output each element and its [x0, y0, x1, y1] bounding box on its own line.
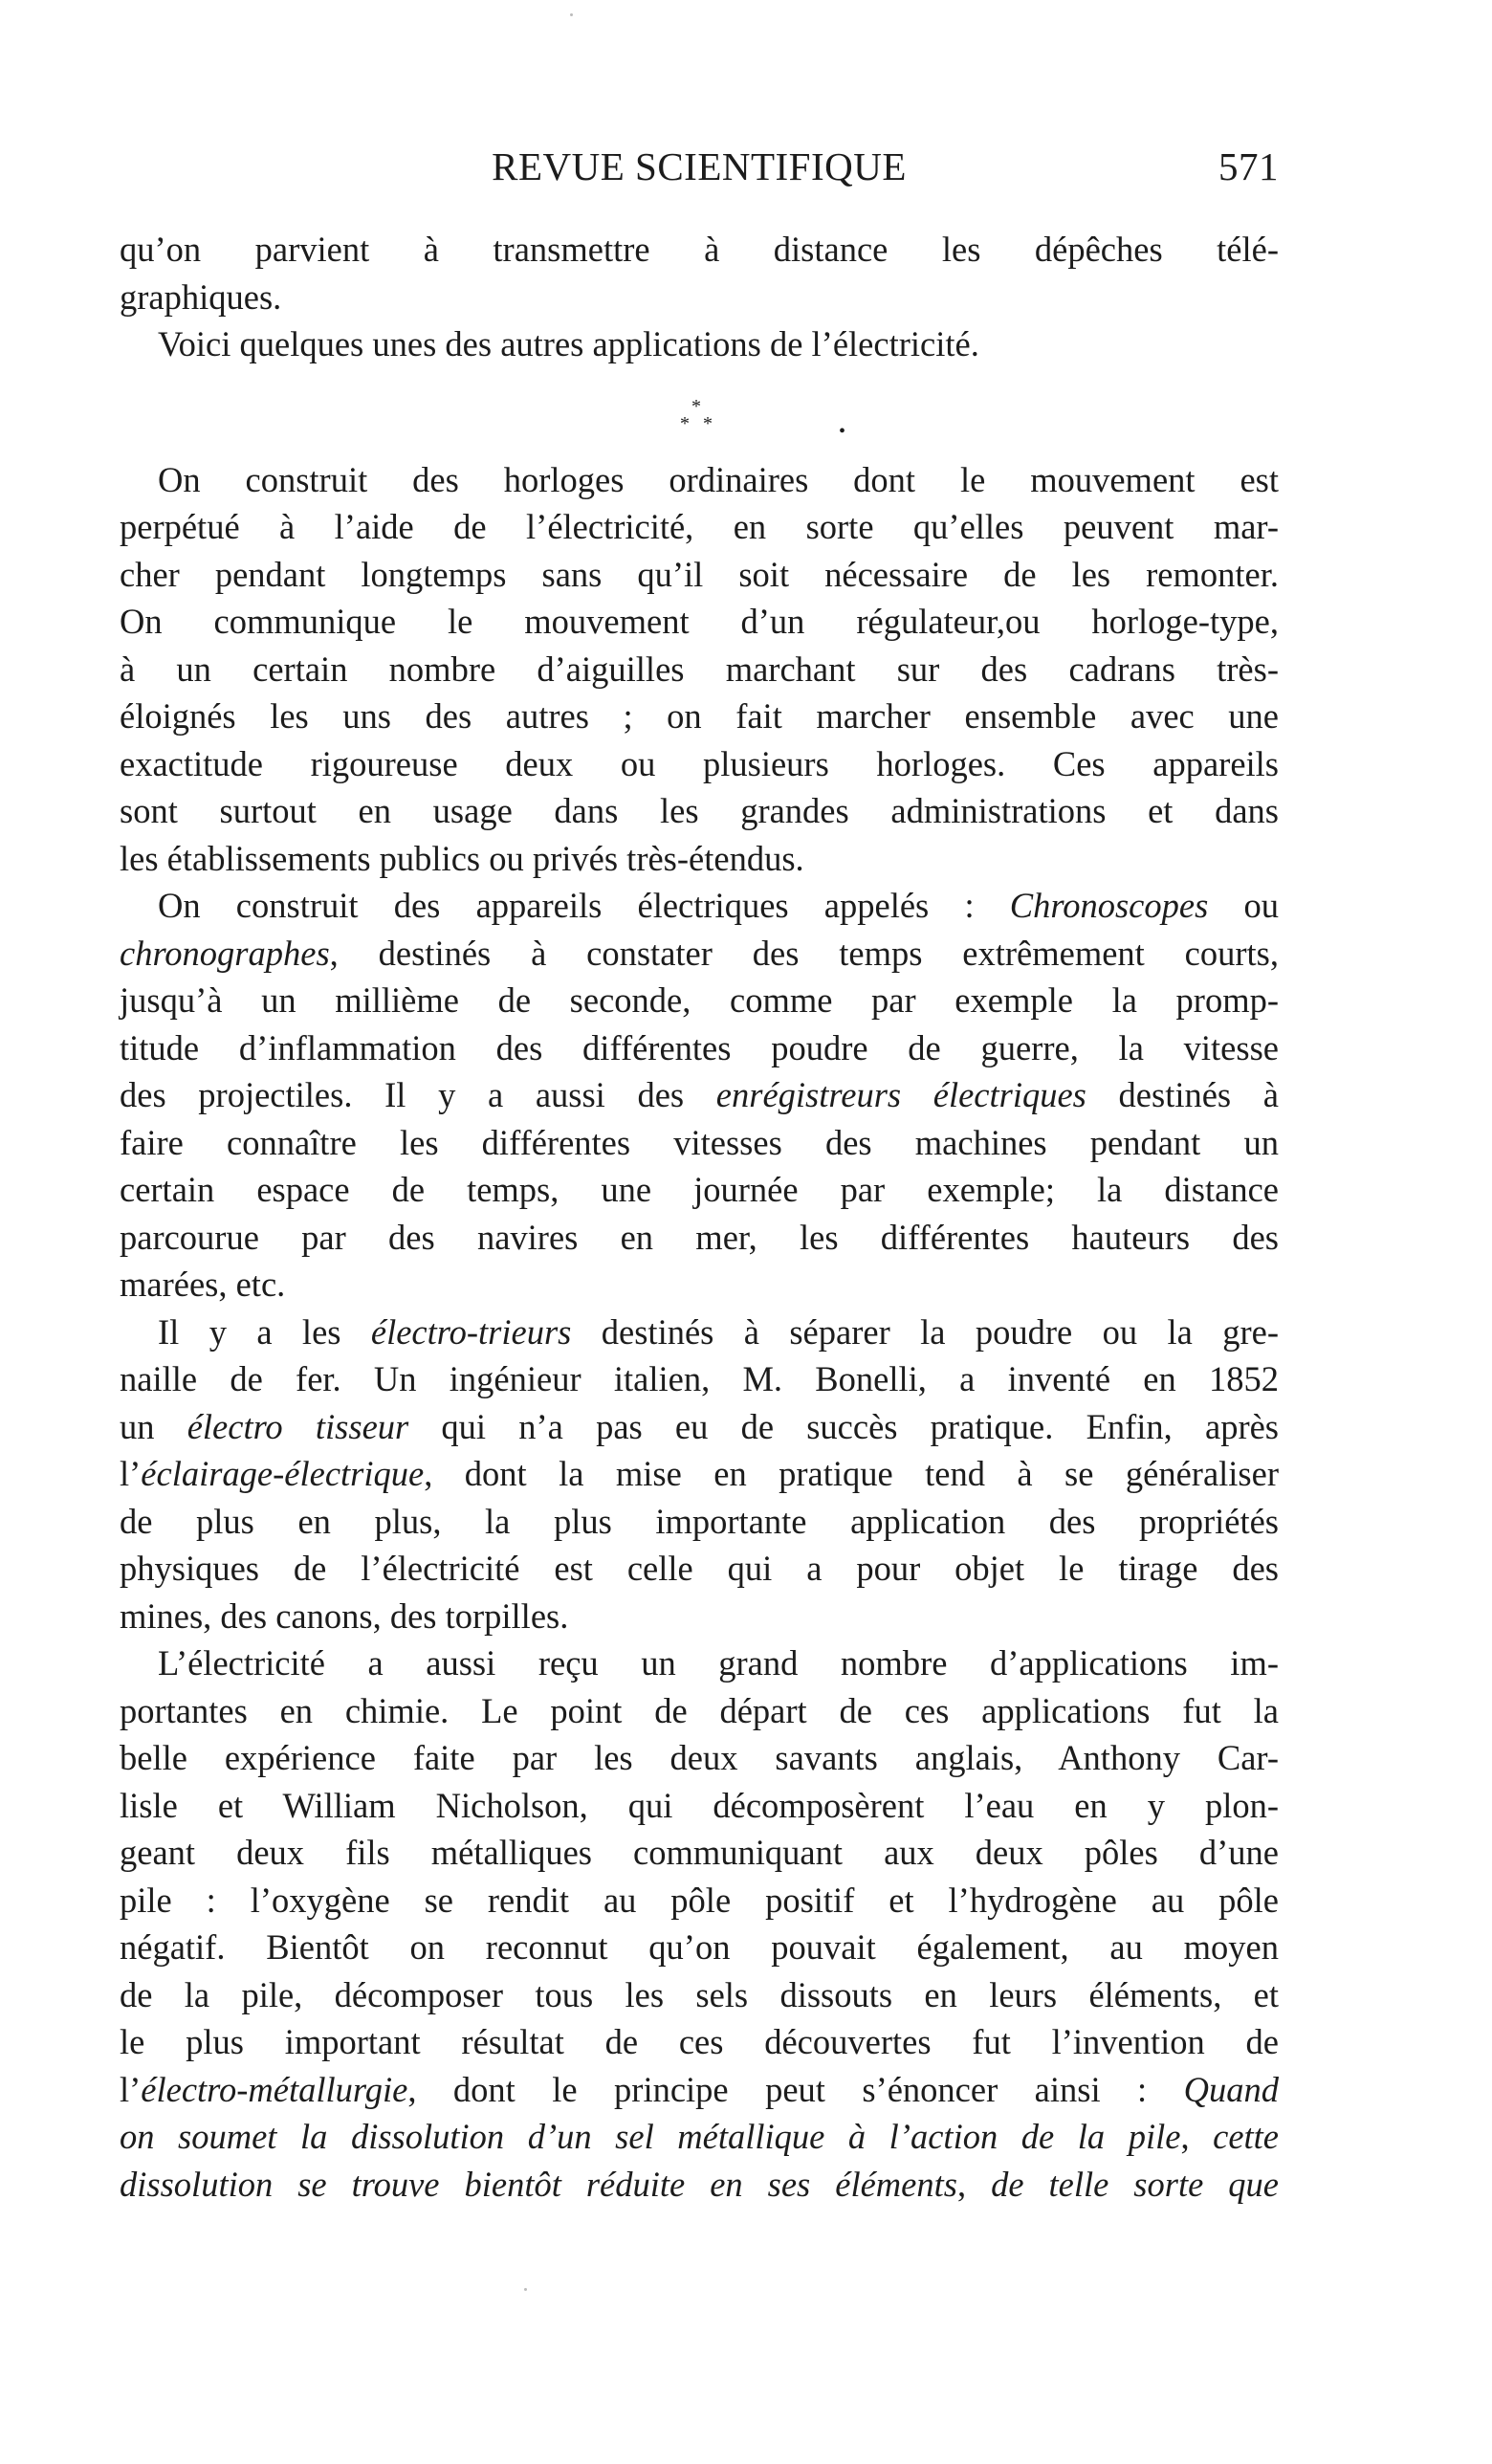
text-line: pile : l’oxygène se rendit au pôle positif et l’hydrogène au pôle [120, 1880, 1279, 1920]
text-line: geant deux fils métalliques communiquant aux deux pôles d’une [120, 1833, 1279, 1872]
text-line: Il y a les électro-trieurs destinés à séparer la poudre ou la gre- [158, 1311, 1279, 1352]
italic-term: Chronoscopes [1009, 886, 1209, 925]
text-line: les établissements publics ou privés très-étendus. [120, 838, 804, 878]
text-line: négatif. Bientôt on reconnut qu’on pouvait également, au moyen [120, 1927, 1279, 1967]
italic-term: électro-trieurs [370, 1311, 572, 1352]
running-title: REVUE SCIENTIFIQUE [492, 144, 907, 188]
text-line: éloignés les uns des autres ; on fait marcher ensemble avec une [120, 696, 1279, 736]
italic-term: éclairage-électrique [141, 1454, 425, 1493]
text-line: mines, des canons, des torpilles. [120, 1595, 569, 1636]
italic-term: chronographes [120, 933, 330, 973]
italic-phrase: Quand [1183, 2069, 1279, 2109]
text-line: jusqu’à un millième de seconde, comme par exemple la promp- [120, 980, 1279, 1020]
italic-phrase: on soumet la dissolution d’un sel métallique à l’action de la pile [120, 2117, 1181, 2156]
body-text [120, 226, 1279, 2208]
italic-term: électro-métallurgie [141, 2069, 408, 2109]
text-line: lisle et William Nicholson, qui décomposèrent l’eau en y plon- [120, 1785, 1279, 1825]
text-line: On construit des horloges ordinaires dont le mouvement est [158, 459, 1279, 499]
text-line: de la pile, décomposer tous les sels dissouts en leurs éléments, et [120, 1974, 1279, 2014]
text-line: On construit des appareils électriques appelés : Chronoscopes ou [158, 886, 1279, 925]
text-line: cher pendant longtemps sans qu’il soit nécessaire de les remonter. [120, 554, 1279, 594]
section-asterism [120, 368, 1279, 456]
asterism-dot: • [839, 420, 846, 442]
text-line: Voici quelques unes des autres applications de l’électricité. [158, 324, 979, 363]
text-line: faire connaître les différentes vitesses des machines pendant un [120, 1122, 1279, 1162]
text-line: à un certain nombre d’aiguilles marchant sur des cadrans très- [120, 649, 1279, 689]
text-line: physiques de l’électricité est celle qui a pour objet le tirage des [120, 1549, 1279, 1588]
italic-phrase: dissolution se trouve bientôt réduite en ses éléments [120, 2164, 957, 2204]
text-line: un électro tisseur qui n’a pas eu de succès pratique. Enfin, après [120, 1406, 1279, 1446]
text-line: marées, etc. [120, 1265, 286, 1304]
text-line: dissolution se trouve bientôt réduite en ses éléments, de telle sorte que [120, 2164, 1279, 2204]
text-line: chronographes, destinés à constater des temps extrêmement courts, [120, 933, 1279, 973]
text-line: naille de fer. Un ingénieur italien, M. Bonelli, a inventé en 1852 [120, 1359, 1279, 1398]
asterism-star-top: * [691, 395, 701, 417]
text-line: sont surtout en usage dans les grandes administrations et dans [120, 791, 1279, 830]
text-line: certain espace de temps, une journée par exemple; la distance [120, 1170, 1279, 1209]
bottom-speck [524, 2288, 527, 2291]
text-line: l’éclairage-électrique, dont la mise en pratique tend à se généraliser [120, 1454, 1279, 1493]
page-number: 571 [1218, 144, 1279, 188]
text-line: des projectiles. Il y a aussi des enrégistreurs électriques destinés à [120, 1075, 1279, 1114]
text-line: portantes en chimie. Le point de départ de ces applications fut la [120, 1690, 1279, 1730]
text-line: exactitude rigoureuse deux ou plusieurs horloges. Ces appareils [120, 743, 1279, 783]
text-line: de plus en plus, la plus importante application des propriétés [120, 1501, 1279, 1541]
text-line: L’électricité a aussi reçu un grand nombre d’applications im- [158, 1643, 1279, 1683]
italic-term: électro tisseur [186, 1406, 409, 1446]
text-line: qu’on parvient à transmettre à distance les dépêches télé- [120, 230, 1279, 269]
text-line: parcourue par des navires en mer, les différentes hauteurs des [120, 1217, 1279, 1257]
text-line: on soumet la dissolution d’un sel métallique à l’action de la pile, cette [120, 2117, 1280, 2156]
asterism-star-left: * [680, 412, 690, 434]
text-line: belle expérience faite par les deux savants anglais, Anthony Car- [120, 1738, 1279, 1777]
running-header [120, 143, 1279, 201]
text-line: l’électro-métallurgie, dont le principe peut s’énoncer ainsi : Quand [120, 2069, 1279, 2109]
text-line: graphiques. [120, 276, 282, 317]
text-line: titude d’inflammation des différentes poudre de guerre, la vitesse [120, 1027, 1279, 1067]
text-line: le plus important résultat de ces découvertes fut l’invention de [120, 2022, 1279, 2061]
text-line: perpétué à l’aide de l’électricité, en sorte qu’elles peuvent mar- [120, 507, 1279, 546]
italic-term: enrégistreurs électriques [715, 1075, 1086, 1114]
italic-phrase: cette [1213, 2117, 1280, 2156]
asterism-star-right: * [703, 412, 713, 434]
top-speck [570, 13, 573, 16]
italic-phrase: de telle sorte que [991, 2164, 1279, 2204]
text-line: On communique le mouvement d’un régulateur,ou horloge-type, [120, 602, 1279, 641]
